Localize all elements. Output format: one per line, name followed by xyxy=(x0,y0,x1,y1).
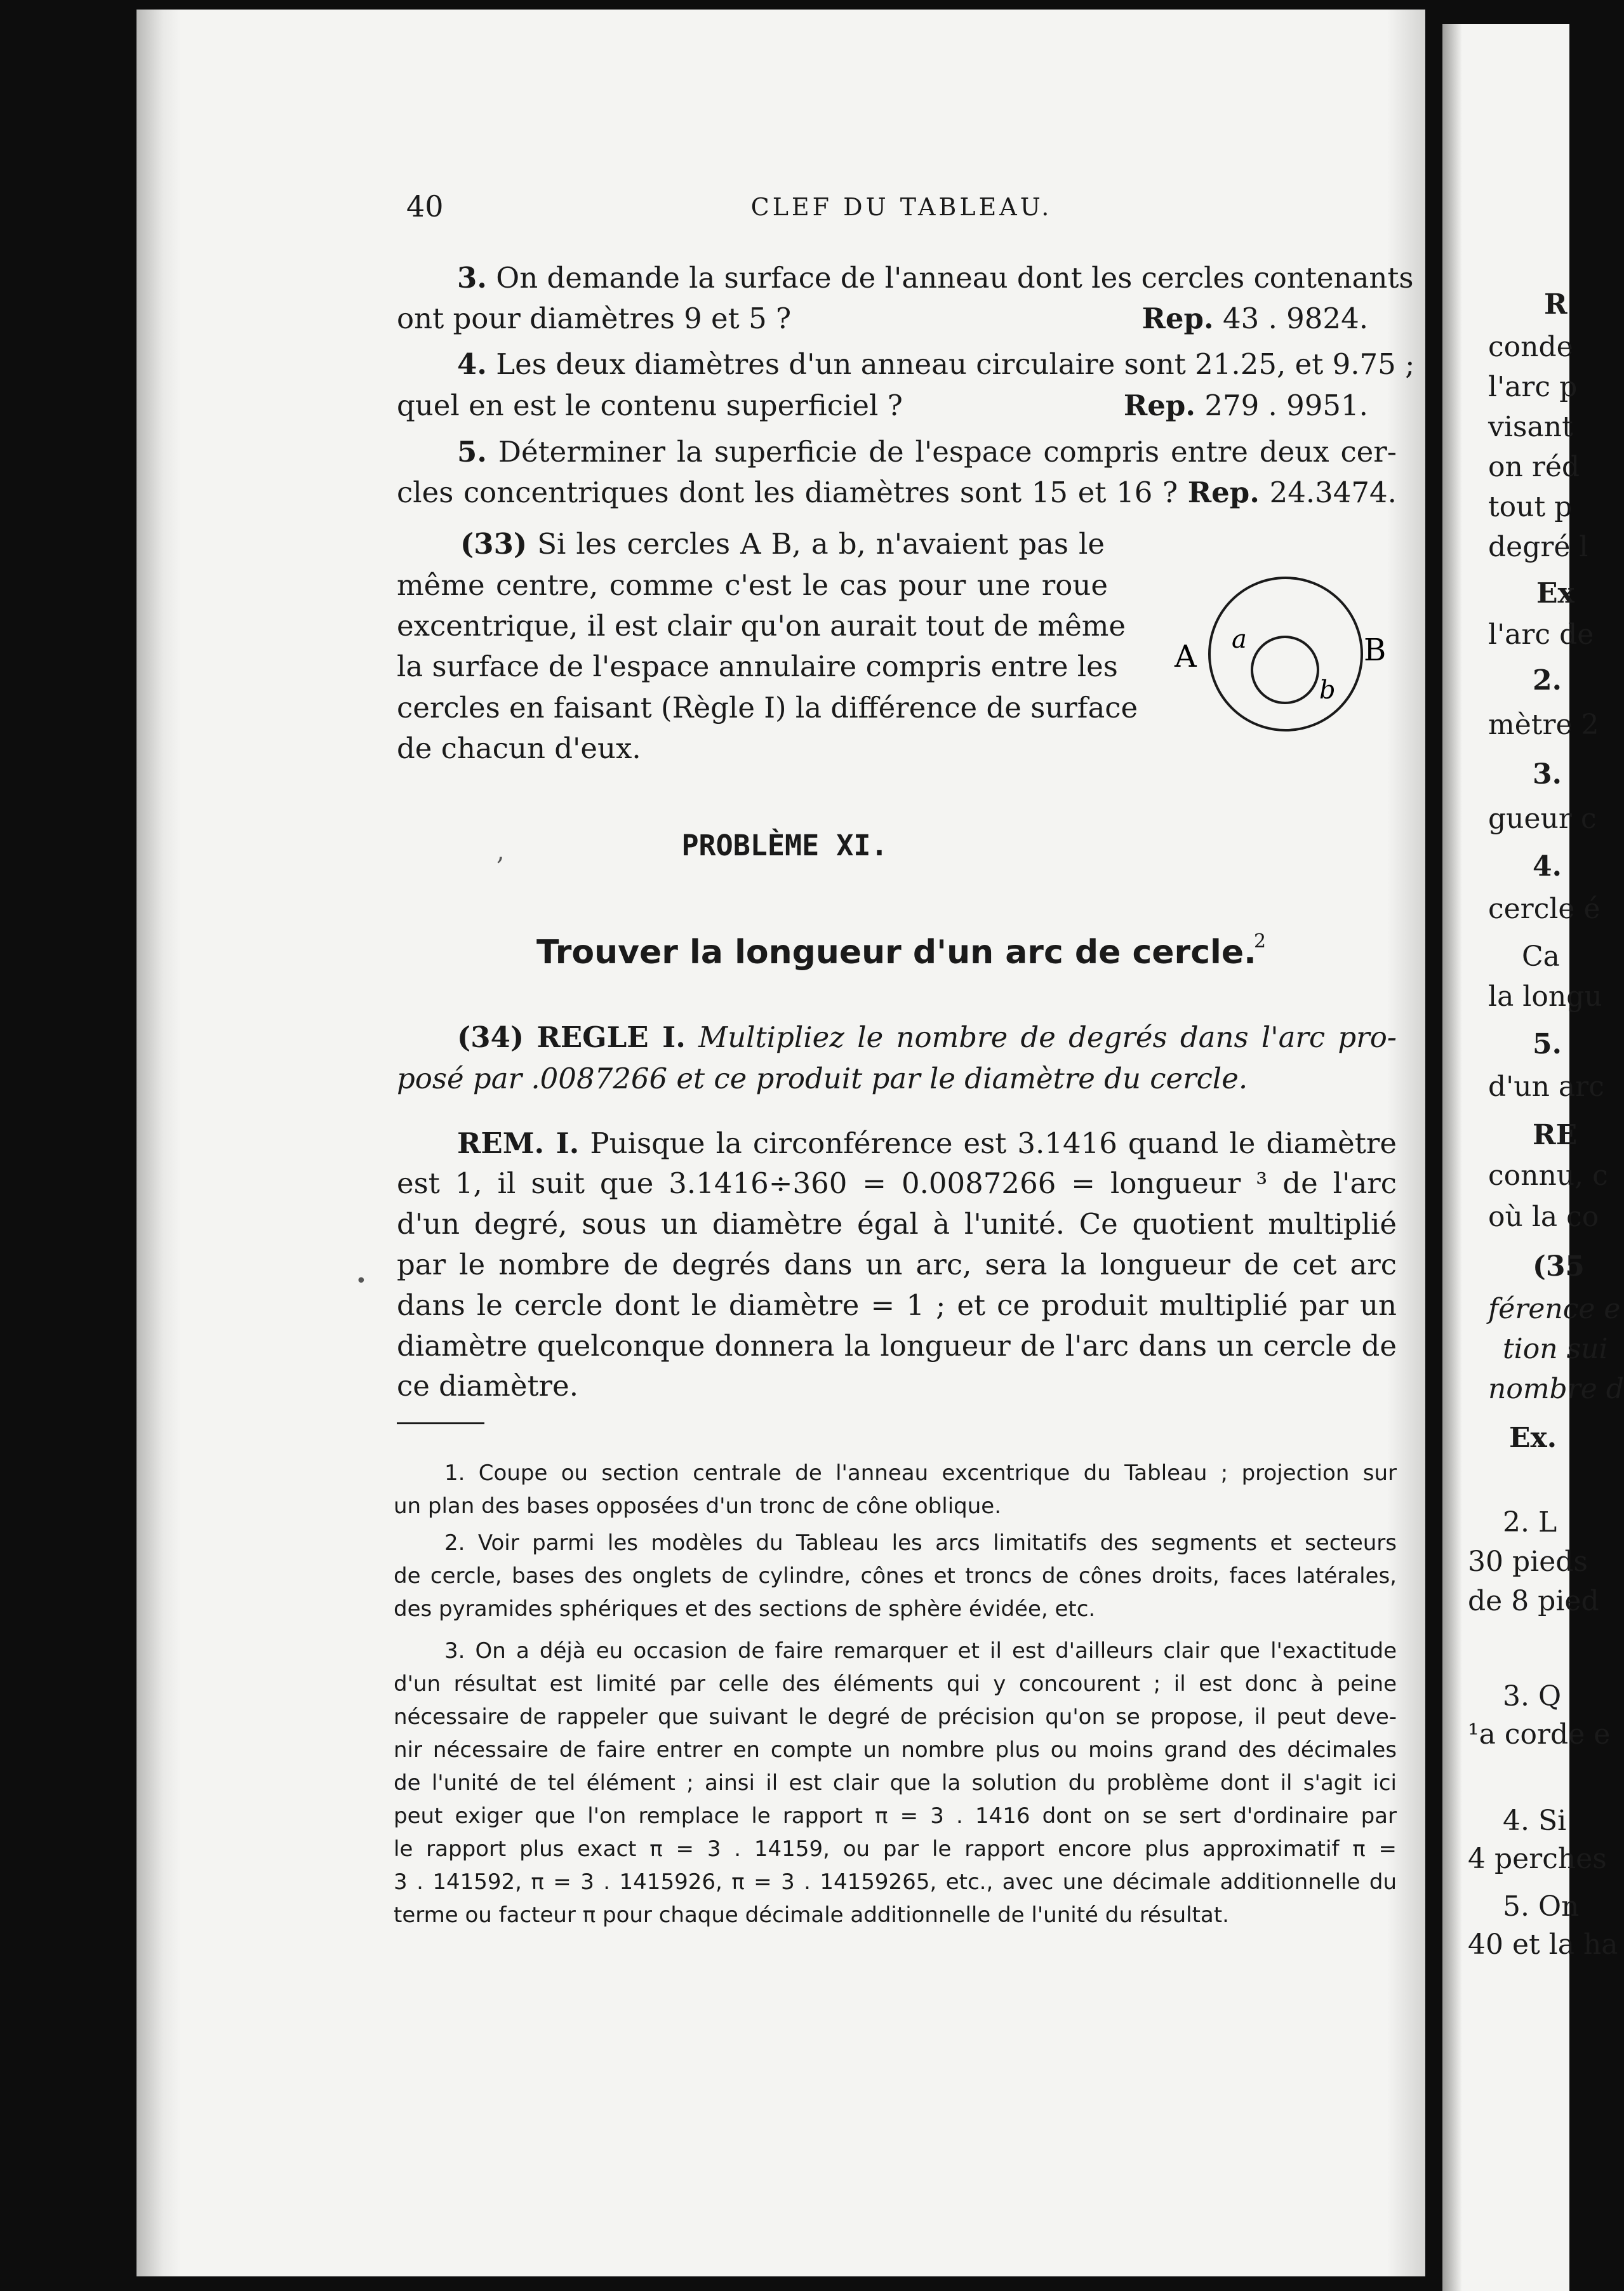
footnote-1-line-1: 1. Coupe ou section centrale de l'anneau excentrique du Tableau ; projection sur xyxy=(444,1460,1397,1486)
figure-label-b: b xyxy=(1319,676,1336,705)
para-33-line-4: la surface de l'espace annulaire compris entre les xyxy=(397,650,1118,683)
footnote-3-line-1: 3. On a déjà eu occasion de faire remarquer et il est d'ailleurs clair que l'exactitude xyxy=(444,1638,1397,1664)
exercise-5-answer: Rep. 24.3474. xyxy=(1187,476,1397,509)
footnote-3-line-5: de l'unité de tel élément ; ainsi il est clair que la solution du problème dont il s'agit ici xyxy=(394,1770,1397,1796)
running-title: CLEF DU TABLEAU. xyxy=(750,193,1053,221)
right-fragment: 5. xyxy=(1533,1028,1562,1060)
footnote-3-line-8: 3 . 141592, π = 3 . 1415926, π = 3 . 14159265, etc., avec une décimale additionnelle du xyxy=(394,1869,1397,1895)
figure-label-B: B xyxy=(1364,632,1387,668)
page-edge-shadow xyxy=(136,10,181,2276)
right-fragment: 4 perches xyxy=(1468,1843,1607,1875)
para-33-line-6: de chacun d'eux. xyxy=(397,731,641,765)
right-fragment: RE xyxy=(1533,1119,1578,1151)
exercise-4-line-2: quel en est le contenu superficiel ? Rep. 279 . 9951. xyxy=(397,389,1368,422)
right-page-edge xyxy=(1442,24,1624,2291)
right-fragment: visant xyxy=(1488,411,1573,443)
footnote-3-line-2: d'un résultat est limité par celle des éléments qui y concourent ; il est donc à peine xyxy=(394,1671,1397,1697)
rem-1-line-3: d'un degré, sous un diamètre égal à l'unité. Ce quotient multiplié xyxy=(397,1207,1397,1241)
footnote-3-line-3: nécessaire de rappeler que suivant le degré de précision qu'on se propose, il peut deve- xyxy=(394,1704,1397,1730)
outer-circle xyxy=(1209,578,1362,730)
right-fragment: nombre d xyxy=(1488,1373,1624,1405)
right-fragment: degré l xyxy=(1488,531,1588,563)
right-fragment: d'un arc xyxy=(1488,1071,1604,1103)
stray-mark: • xyxy=(356,1270,367,1292)
right-fragment: connu, c xyxy=(1488,1159,1608,1192)
para-33-line-1: (33) Si les cercles A B, a b, n'avaient pas le xyxy=(460,527,1105,561)
exercise-4-line-1: 4. Les deux diamètres d'un anneau circulaire sont 21.25, et 9.75 ; xyxy=(457,347,1415,381)
right-fragment: tout p xyxy=(1488,491,1573,523)
footnote-1-line-2: un plan des bases opposées d'un tronc de cône oblique. xyxy=(394,1493,1002,1519)
right-fragment: 2. xyxy=(1533,664,1562,697)
rem-1-line-7: ce diamètre. xyxy=(397,1369,578,1403)
rem-1-line-6: diamètre quelconque donnera la longueur de l'arc dans un cercle de xyxy=(397,1329,1397,1363)
figure-label-a: a xyxy=(1232,625,1247,654)
right-fragment: où la co xyxy=(1488,1201,1599,1233)
right-fragment: 30 pieds xyxy=(1468,1546,1588,1578)
rem-1-line-5: dans le cercle dont le diamètre = 1 ; et ce produit multiplié par un xyxy=(397,1288,1397,1322)
right-fragment: ¹a corde e xyxy=(1468,1718,1611,1751)
right-fragment: la longu xyxy=(1488,980,1602,1013)
right-fragment: 40 et la ha xyxy=(1468,1928,1618,1961)
exercise-3-line-2: ont pour diamètres 9 et 5 ? Rep. 43 . 9824. xyxy=(397,302,1368,335)
para-33-line-3: excentrique, il est clair qu'on aurait tout de même xyxy=(397,609,1126,643)
page-header xyxy=(406,189,1397,227)
right-fragment: Ca xyxy=(1522,940,1560,973)
right-fragment: 3. Q xyxy=(1503,1680,1562,1713)
right-fragment: cercle é xyxy=(1488,893,1601,925)
right-fragment: tion sui xyxy=(1503,1333,1608,1365)
footnote-2-line-1: 2. Voir parmi les modèles du Tableau les arcs limitatifs des segments et secteurs xyxy=(444,1530,1397,1556)
right-fragment: R xyxy=(1544,288,1567,321)
gutter-shadow xyxy=(1442,24,1461,2291)
inner-circle xyxy=(1252,637,1318,703)
right-fragment: on réd xyxy=(1488,451,1580,483)
right-fragment: Ex xyxy=(1536,577,1574,610)
right-fragment: mètre 2 xyxy=(1488,709,1599,741)
exercise-5-line-1: 5. Déterminer la superficie de l'espace compris entre deux cer- xyxy=(457,435,1397,469)
rem-1-line-1: REM. I. Puisque la circonférence est 3.1416 quand le diamètre xyxy=(457,1126,1397,1160)
eccentric-circles-figure xyxy=(1168,565,1403,743)
right-fragment: gueur c xyxy=(1488,803,1597,835)
right-fragment: (35 xyxy=(1533,1250,1585,1283)
footnote-2-line-2: de cercle, bases des onglets de cylindre, cônes et troncs de cônes droits, faces latérales, xyxy=(394,1563,1397,1589)
footnote-3-line-4: nir nécessaire de faire entrer en compte un nombre plus ou moins grand des décimales xyxy=(394,1737,1397,1763)
exercise-3-answer: Rep. 43 . 9824. xyxy=(1141,302,1368,335)
right-fragment: férence e xyxy=(1488,1293,1621,1325)
right-fragment: conde xyxy=(1488,331,1573,363)
para-33-line-5: cercles en faisant (Règle I) la différence de surface xyxy=(397,691,1138,725)
right-fragment: de 8 pied xyxy=(1468,1585,1599,1617)
right-fragment: 3. xyxy=(1533,758,1562,791)
footnote-reference: 2 xyxy=(1254,930,1267,952)
right-fragment: l'arc p xyxy=(1488,371,1578,403)
problem-subtitle: Trouver la longueur d'un arc de cercle. xyxy=(536,933,1256,972)
stray-mark: , xyxy=(496,837,505,866)
right-fragment: 5. On xyxy=(1503,1890,1580,1923)
para-34-line-1: (34) REGLE I. Multipliez le nombre de degrés dans l'arc pro- xyxy=(457,1020,1397,1054)
footnote-separator xyxy=(397,1422,484,1424)
right-fragment: 4. Si xyxy=(1503,1805,1567,1837)
problem-title: PROBLÈME XI. xyxy=(681,829,888,862)
right-fragment: 2. L xyxy=(1503,1506,1557,1539)
footnote-3-line-7: le rapport plus exact π = 3 . 14159, ou par le rapport encore plus approximatif π = xyxy=(394,1836,1397,1862)
right-fragment: 4. xyxy=(1533,850,1562,883)
exercise-4-answer: Rep. 279 . 9951. xyxy=(1123,389,1368,422)
rem-1-line-4: par le nombre de degrés dans un arc, sera la longueur de cet arc xyxy=(397,1248,1397,1281)
right-fragment: l'arc de xyxy=(1488,618,1594,651)
footnote-3-line-6: peut exiger que l'on remplace le rapport π = 3 . 1416 dont on se sert d'ordinaire par xyxy=(394,1803,1397,1829)
footnote-2-line-3: des pyramides sphériques et des sections de sphère évidée, etc. xyxy=(394,1596,1096,1622)
page-number: 40 xyxy=(406,189,444,224)
footnote-3-line-9: terme ou facteur π pour chaque décimale additionnelle de l'unité du résultat. xyxy=(394,1902,1229,1928)
para-33-line-2: même centre, comme c'est le cas pour une roue xyxy=(397,568,1108,602)
figure-label-A: A xyxy=(1175,639,1197,674)
rem-1-line-2: est 1, il suit que 3.1416÷360 = 0.0087266 = longueur ³ de l'arc xyxy=(397,1166,1397,1200)
right-fragment: Ex. xyxy=(1509,1422,1557,1454)
exercise-3-line-1: 3. On demande la surface de l'anneau dont les cercles contenants xyxy=(457,261,1414,295)
para-34-line-2: posé par .0087266 et ce produit par le diamètre du cercle. xyxy=(397,1062,1248,1095)
exercise-5-line-2: cles concentriques dont les diamètres sont 15 et 16 ? Rep. 24.3474. xyxy=(397,476,1397,509)
